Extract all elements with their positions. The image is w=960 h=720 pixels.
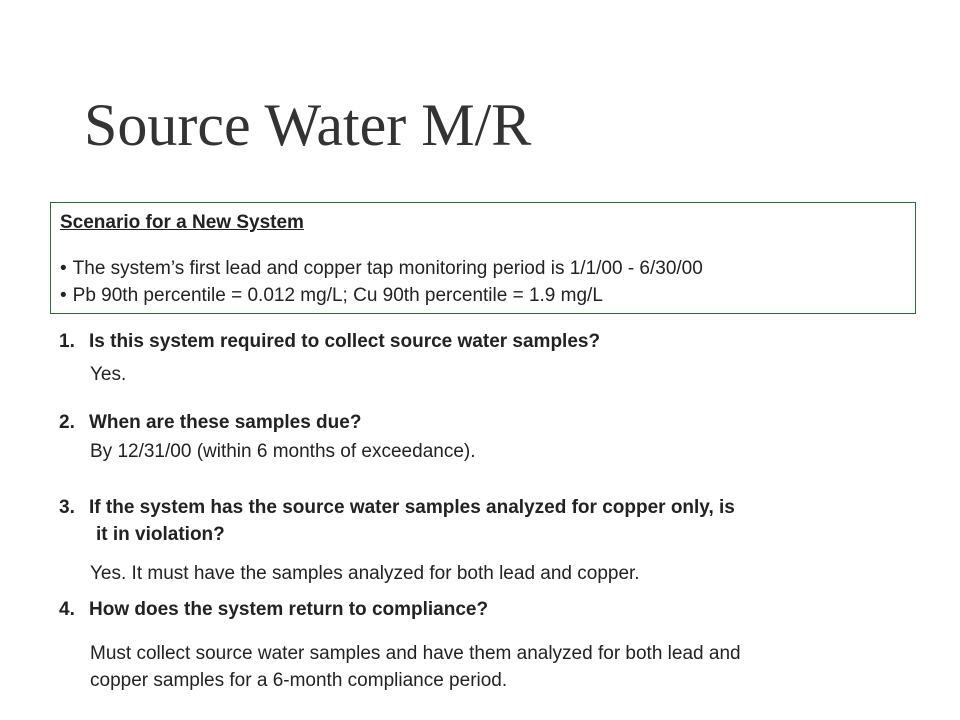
question-number: 3. <box>59 497 75 518</box>
question-number: 2. <box>59 412 75 433</box>
scenario-heading: Scenario for a New System <box>60 212 304 233</box>
slide-title: Source Water M/R <box>84 92 532 158</box>
answer-1: Yes. <box>90 364 127 385</box>
question-text: When are these samples due? <box>89 412 362 433</box>
scenario-bullet-text: The system’s first lead and copper tap monitoring period is 1/1/00 - 6/30/00 <box>72 258 703 279</box>
answer-2: By 12/31/00 (within 6 months of exceedance). <box>90 441 476 462</box>
question-number: 1. <box>59 331 75 352</box>
question-text: If the system has the source water samples analyzed for copper only, is <box>89 497 735 518</box>
scenario-bullet <box>60 282 703 309</box>
question-text-continued: it in violation? <box>96 524 225 545</box>
question-1 <box>59 328 600 355</box>
scenario-bullet-text: Pb 90th percentile = 0.012 mg/L; Cu 90th percentile = 1.9 mg/L <box>72 285 603 306</box>
scenario-bullet-list <box>60 255 703 309</box>
question-text: Is this system required to collect source water samples? <box>89 331 601 352</box>
question-4 <box>59 596 488 623</box>
question-3 <box>59 494 735 548</box>
scenario-box <box>50 202 916 314</box>
bullet-icon: • <box>60 285 67 306</box>
question-text: How does the system return to compliance? <box>89 599 489 620</box>
answer-text-continued: copper samples for a 6-month compliance period. <box>90 670 508 691</box>
scenario-bullet <box>60 255 703 282</box>
answer-4 <box>90 640 741 694</box>
answer-3: Yes. It must have the samples analyzed for both lead and copper. <box>90 563 640 584</box>
question-number: 4. <box>59 599 75 620</box>
bullet-icon: • <box>60 258 67 279</box>
answer-text: Must collect source water samples and have them analyzed for both lead and <box>90 643 741 664</box>
question-2 <box>59 409 361 436</box>
